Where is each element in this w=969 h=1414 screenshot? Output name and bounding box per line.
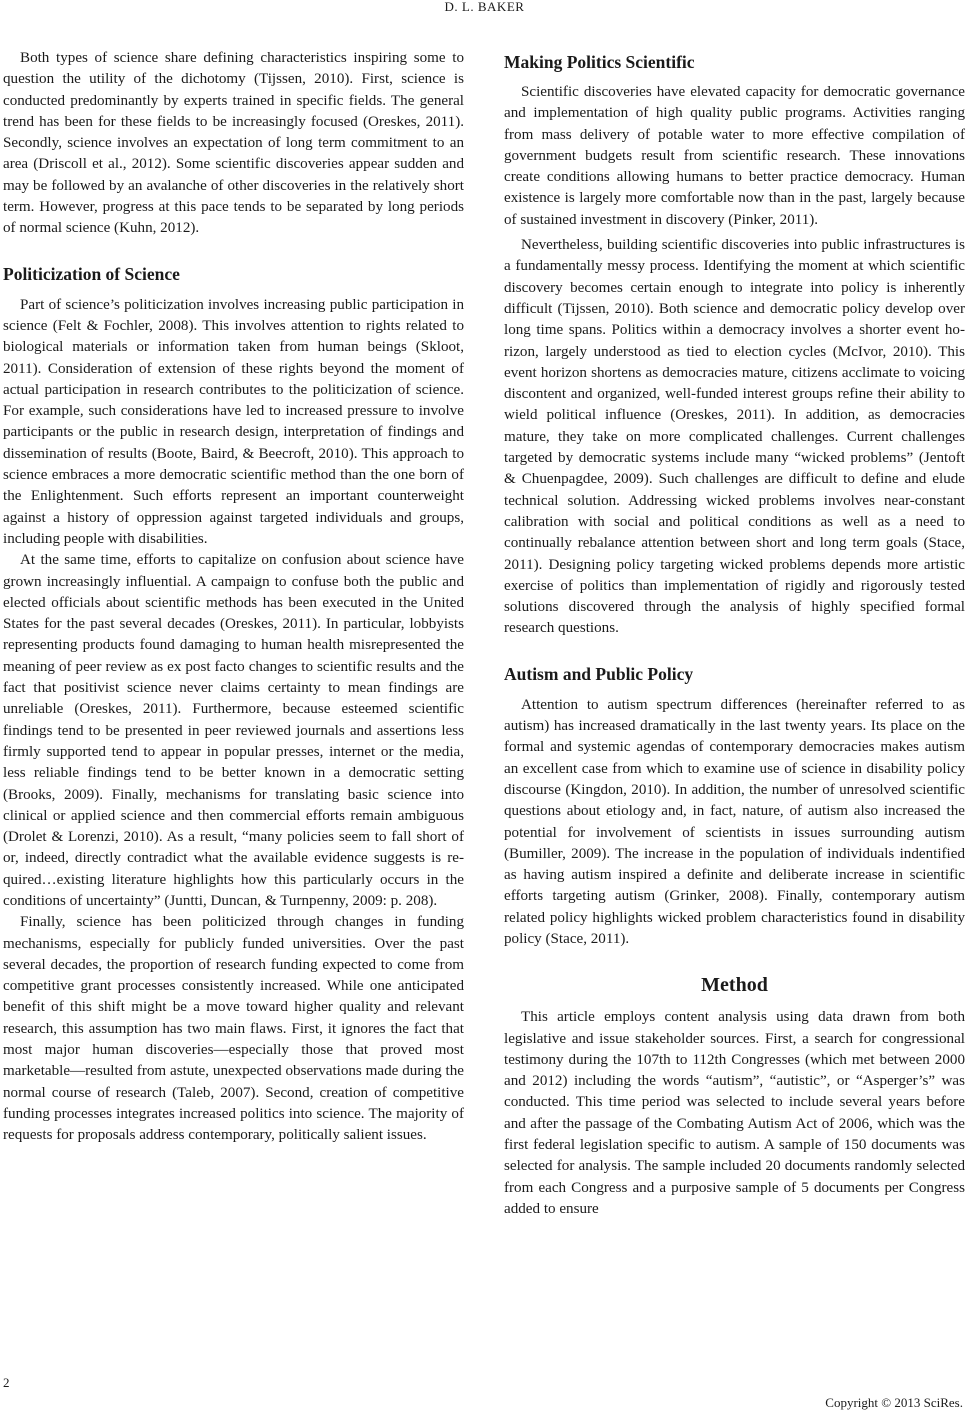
paragraph-public-participation: Part of science’s politicization involves increasing public participation in science (Felt & Fochler, 2008). This involves attention to rights related to biological materials or information taken from human beings (Skloot, 2011). Consideration of extension of these rights beyond the moment of actual participation in research contributes to the politicization of science. For example, such considerations have led to increased pressure to involve participants or the public in research design, interpretation of findings and dissemination of results (Boote, Baird, & Beecroft, 2010). This approach to science embraces a more democratic scientific method than the one born of the Enlightenment. Such efforts represent an important counterweight against a history of oppression against targeted individuals and groups, including people with disabilities. <box>3 296 464 547</box>
paragraph-content-analysis: This article employs content analysis using data drawn from both legislative and issue stakeholder sources. First, a search for congressional testimony during the 107th to 112th Congresses (which met between 2000 and 2012) including the words “autism”, “autistic”, or “Asperger’s” was conducted. This time period was selected to include several years before and after the passage of the Combating Autism Act of 2006, which was the first federal legislation specific to autism. A sample of 150 documents was selected for analysis. The sample included 20 documents randomly selected from each Congress and a purposive sample of 5 documents per Congress added to ensure <box>504 1009 965 1217</box>
paragraph-dichotomy: Both types of science share defining characteristics inspiring some to question the utility of the dichotomy (Tijssen, 2010). First, science is conducted predominantly by experts trained in specific fields. The general trend has been for these fields to be increasingly focused (Oreskes, 2011). Secondly, science involves an expectation of long term commitment to an area (Driscoll et al., 2012). Some scientific discoveries appear sudden and may be followed by an avalanche of other discoveries in the relatively short term. However, progress at this pace tends to be separated by long periods of normal science (Kuhn, 2012). <box>3 50 464 237</box>
paragraph-funding-mechanisms: Finally, science has been politicized through changes in funding mechanisms, especially for publicly funded universities. Over the past several decades, the proportion of research funding expected to come from competitive grant processes consistently increased. While one anticipated benefit of this shift might be a move toward higher quality and relevant research, this assumption has two main flaws. First, it ignores the fact that most major human discoveries—especially those that proved most marketable—resulted from astute, unexpected observations made during the normal course of research (Taleb, 2007). Second, creation of competitive funding processes integrates increased politics into science. The majority of requests for proposals address contemporary, politically salient issues. <box>3 914 464 1144</box>
left-column <box>3 48 464 1147</box>
running-head: D. L. BAKER <box>444 0 525 14</box>
heading-making-politics-scientific: Making Politics Scientific <box>504 52 695 72</box>
copyright-notice: Copyright © 2013 SciRes. <box>825 1395 963 1410</box>
paragraph-democratic-governance: Scientific discoveries have elevated capacity for democratic governance and implementation of high quality public programs. Activities ranging from mass delivery of potable water to more effective compilation of government budgets result from scientific research. These innovations create conditions allowing humans to better practice democracy. Human existence is largely more comfortable now than in the past, largely because of sustained investment in discovery (Pinker, 2011). <box>504 84 965 228</box>
paragraph-wicked-problems: Nevertheless, building scientific discoveries into public infrastructures is a fundamentally messy process. Identifying the moment at which scientific discovery becomes certain enough to integrate into policy is inherently difficult (Tijssen, 2010). Both science and democratic policy develop over long time spans. Politics within a democracy involves a shorter event horizon, largely understood as tied to election cycles (McIvor, 2010). This event horizon shortens as democracies mature, citizens acclimate to voicing discontent and organized, well-funded interest groups refine their ability to wield political influence (Oreskes, 2011). In addition, as democracies mature, they take on more complicated challenges. Current challenges targeted by democratic systems include many “wicked problems” (Jentoft & Chuenpagdee, 2009). Such challenges are difficult to define and elude technical solution. Addressing wicked problems involves near-constant calibration with social and political conditions as well as a need to continually rebalance attention between short and long term goals (Stace, 2011). Designing policy targeting wicked problems depends more artistic exercise of politics than implementation of rigidly and rigorously tested solutions discovered through the analysis of highly specified formal research questions. <box>504 237 965 637</box>
heading-politicization-of-science: Politicization of Science <box>3 263 180 284</box>
page-number: 2 <box>3 1375 10 1390</box>
paragraph-confusion-campaign: At the same time, efforts to capitalize on confusion about science have grown increasingly influential. A campaign to confuse both the public and elected officials about scientific methods has been executed in the United States for the past several decades (Oreskes, 2011). In particular, lobbyists representing products found damaging to human health misrepresented the meaning of peer review as ex post facto changes to scientific results and the fact that positivist science never claims certainty to mean findings are unreliable (Oreskes, 2011). Furthermore, because esteemed scientific findings tend to be presented in peer reviewed journals and assertions less firmly supported tend to appear in popular presses, internet or the media, less reliable findings tend to be better known in a democratic setting (Brooks, 2009). Finally, mechanisms for translating basic science into clinical or applied science and then commercial efforts remain ambiguous (Drolet & Lorenzi, 2010). As a result, “many policies seem to fall short of or, indeed, directly contradict what the available evidence suggests is required…existing literature highlights how this particularly occurs in the conditions of uncertainty” (Juntti, Duncan, & Turnpenny, 2009: p. 208). <box>3 552 464 909</box>
heading-method: Method <box>701 974 768 997</box>
right-column <box>504 48 965 1220</box>
paragraph-autism-attention: Attention to autism spectrum differences (hereinafter referred to as autism) has increased dramatically in the last twenty years. Its place on the formal and systemic agendas of contemporary democracies makes autism an excellent case from which to examine use of science in disability policy discourse (Kingdon, 2010). In addition, the number of unresolved scientific questions about etiology and, in fact, nature, of autism also increased the potential for involvement of scientists in issues surrounding autism (Bumiller, 2009). The increase in the population of individuals indentified as having autism inspired a definite and deliberate increase in scientific efforts targeting autism (Grinker, 2008). Finally, contemporary autism related policy highlights wicked problem characteristics found in disability policy (Stace, 2011). <box>504 696 965 947</box>
heading-autism-and-public-policy: Autism and Public Policy <box>504 663 694 684</box>
